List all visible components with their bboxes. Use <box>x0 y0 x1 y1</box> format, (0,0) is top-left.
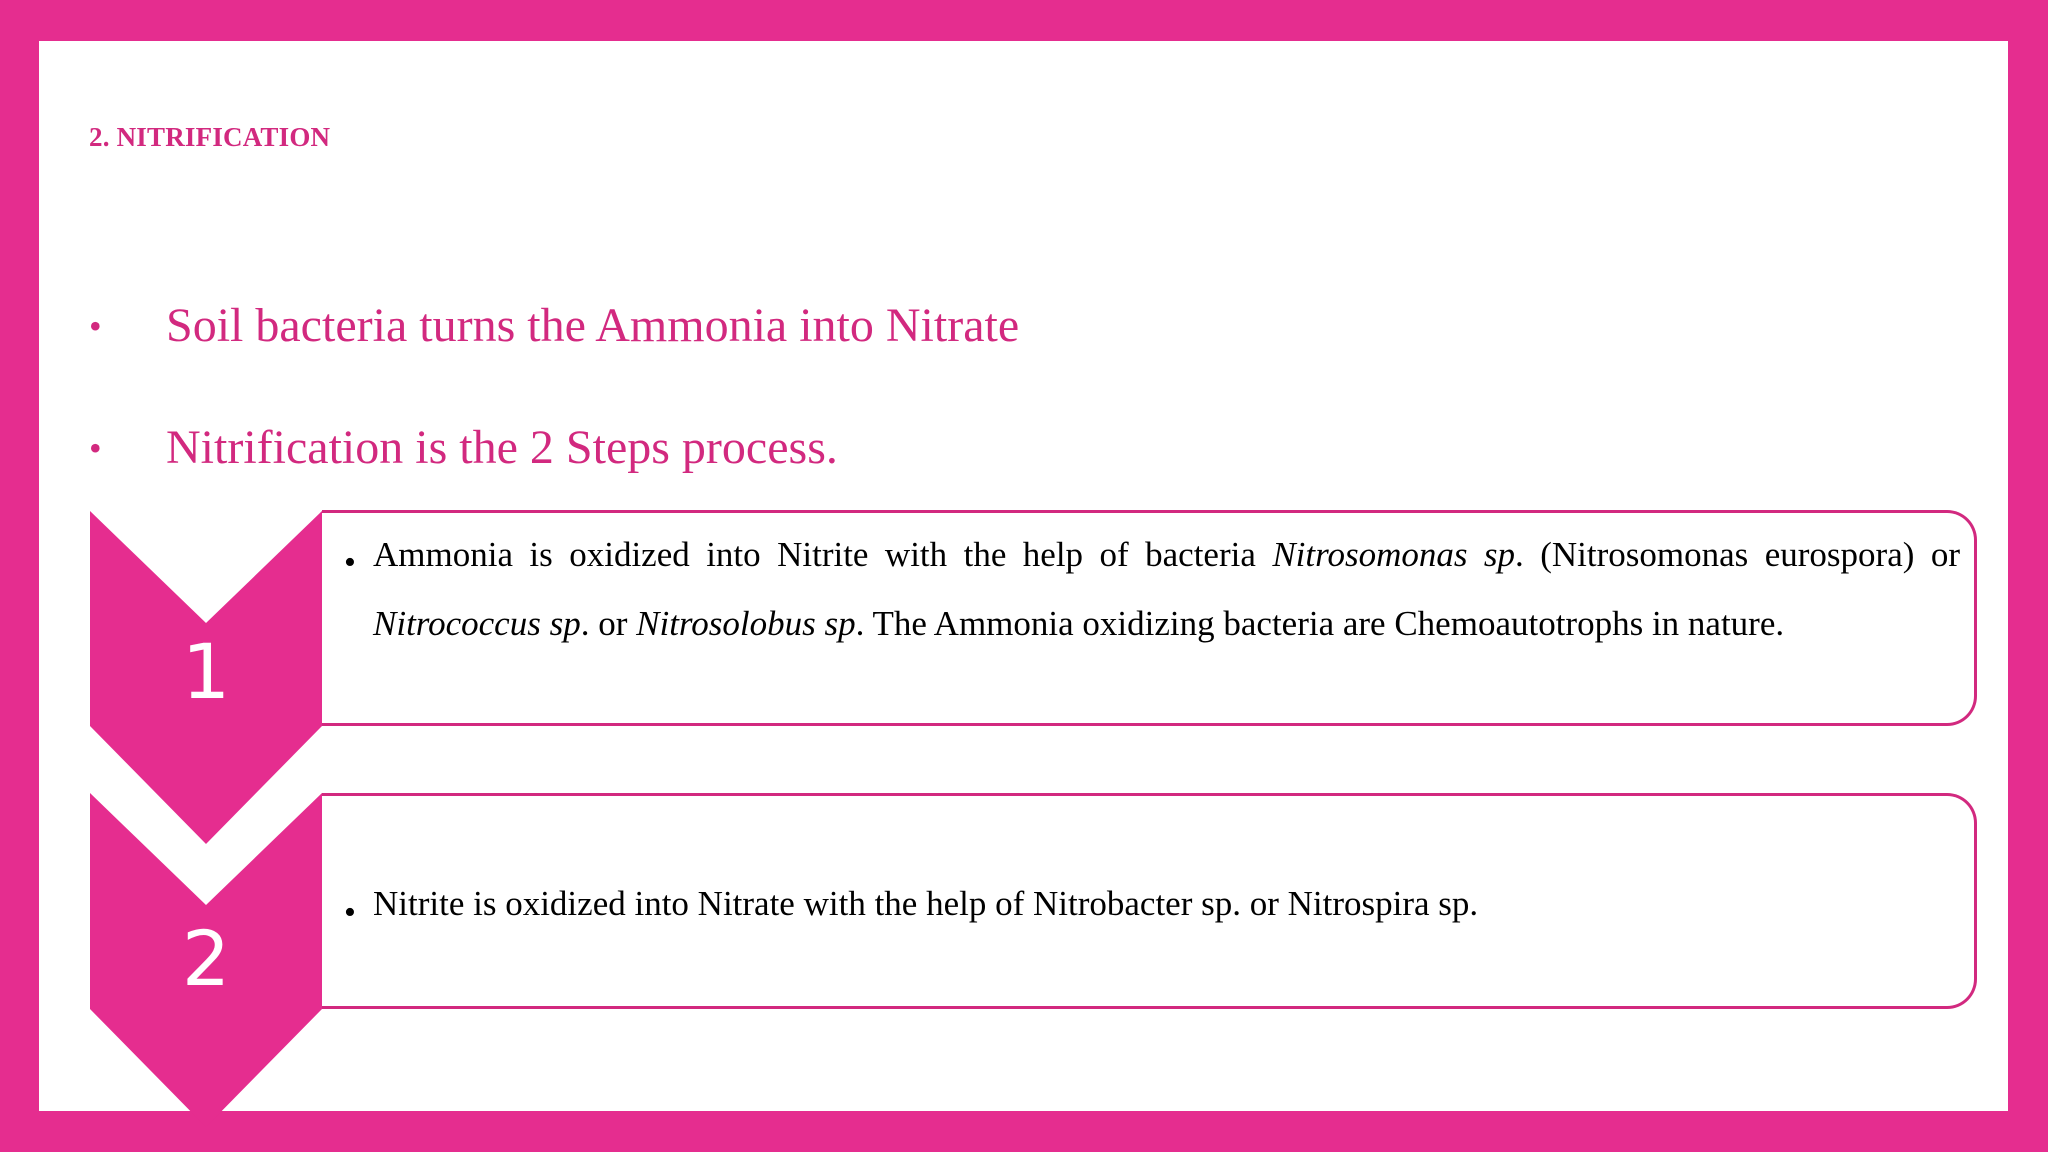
step-1-text <box>373 520 1960 658</box>
step-1-card <box>322 510 1977 726</box>
step-1-number: 1 <box>181 627 231 716</box>
bullet-dot-icon: • <box>89 306 102 346</box>
text-segment: . The Ammonia oxidizing bacteria are Chemoautotrophs in nature. <box>855 604 1785 643</box>
slide <box>39 41 2008 1111</box>
step-1-bullet-icon: • <box>344 544 356 581</box>
bullet-text: Nitrification is the 2 Steps process. <box>166 421 838 474</box>
slide-title: 2. NITRIFICATION <box>89 122 331 152</box>
bullet-dot-icon: • <box>89 428 102 468</box>
step-2-text <box>373 869 1960 938</box>
bullet-text: Soil bacteria turns the Ammonia into Nitrate <box>166 299 1020 352</box>
step-2-card <box>322 793 1977 1009</box>
text-segment: . (Nitrosomonas eurospora) or <box>1515 535 1960 574</box>
step-2-number: 2 <box>181 914 231 1003</box>
step-2 <box>39 753 2008 1128</box>
species-name: Nitrosolobus sp <box>636 604 856 643</box>
species-name: Nitrococcus sp <box>373 604 581 643</box>
step-2-bullet-icon: • <box>344 894 356 931</box>
text-segment: Nitrite is oxidized into Nitrate with the help of Nitrobacter sp. or Nitrospira sp. <box>373 884 1479 923</box>
text-segment: Ammonia is oxidized into Nitrite with the help of bacteria <box>373 535 1273 574</box>
species-name: Nitrosomonas sp <box>1272 535 1516 574</box>
text-segment: . or <box>580 604 637 643</box>
